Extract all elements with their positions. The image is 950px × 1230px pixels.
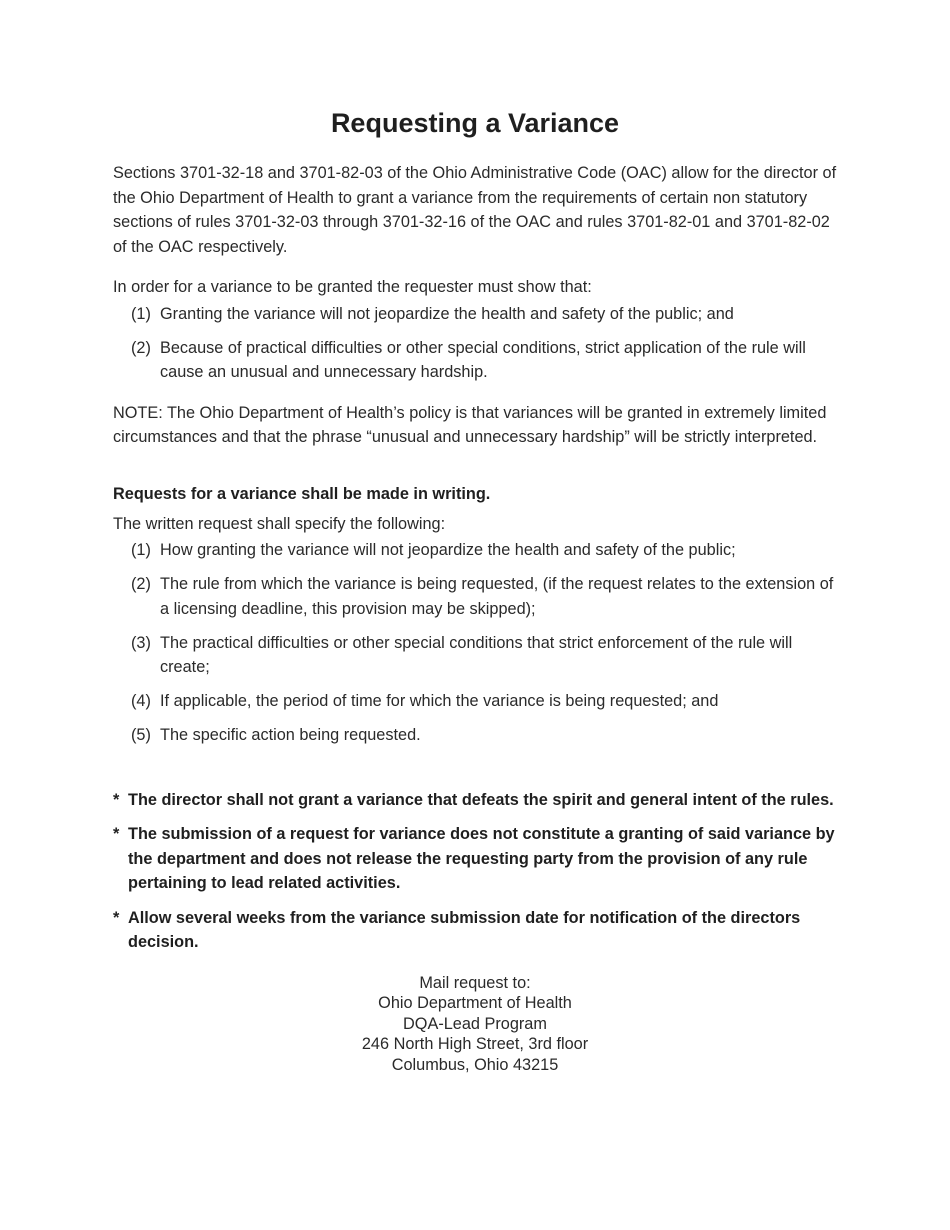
- list-item-text: Because of practical difficulties or other special conditions, strict application of the rule will cause an unusual and unnecessary hardship.: [160, 338, 806, 381]
- list-item-number: (2): [131, 338, 151, 357]
- list-item: [113, 723, 837, 748]
- mail-street: 246 North High Street, 3rd floor: [361, 1035, 589, 1053]
- list-item: [113, 336, 837, 385]
- list-item-number: (1): [131, 304, 151, 323]
- mail-program: DQA-Lead Program: [403, 1014, 547, 1033]
- list-item-text: If applicable, the period of time for which the variance is being requested; and: [160, 692, 719, 710]
- conditions-lead: In order for a variance to be granted the requester must show that:: [113, 278, 592, 296]
- note-paragraph: NOTE: The Ohio Department of Health’s policy is that variances will be granted in extremely limited circumstances and that the phrase “unusual and unnecessary hardship” will be strictly interpreted.: [113, 403, 827, 446]
- list-item-text: How granting the variance will not jeopardize the health and safety of the public;: [160, 541, 736, 559]
- mail-label: Mail request to:: [419, 973, 531, 992]
- requirements-list: [113, 538, 837, 748]
- list-item: [113, 302, 837, 327]
- note-text: Allow several weeks from the variance submission date for notification of the directors decision.: [128, 908, 801, 951]
- page-title: Requesting a Variance: [330, 108, 620, 138]
- writing-heading: Requests for a variance shall be made in writing.: [113, 484, 491, 503]
- list-item-text: The rule from which the variance is being requested, (if the request relates to the extension of a licensing deadline, this provision may be skipped);: [160, 575, 834, 618]
- list-item: [113, 572, 837, 621]
- list-item: [113, 538, 837, 563]
- note-text: The director shall not grant a variance that defeats the spirit and general intent of the rules.: [128, 790, 834, 809]
- list-item-text: The practical difficulties or other special conditions that strict enforcement of the rule will create;: [160, 633, 793, 676]
- note-text: The submission of a request for variance does not constitute a granting of said variance by the department and does not release the requesting party from the provision of any rule pertaining to lead related activities.: [128, 825, 835, 892]
- list-item-number: (4): [131, 692, 151, 710]
- intro-paragraph: Sections 3701-32-18 and 3701-82-03 of the Ohio Administrative Code (OAC) allow for the director of the Ohio Department of Health to grant a variance from the requirements of certain non statutory sections of rules 3701-32-03 through 3701-32-16 of the OAC and rules 3701-82-01 and 3701-82-02 of the OAC respectively.: [113, 164, 837, 256]
- writing-lead: The written request shall specify the following:: [113, 514, 446, 533]
- list-item-number: (1): [131, 541, 151, 559]
- asterisk-marker: *: [113, 908, 120, 927]
- list-item-number: (3): [131, 633, 151, 652]
- mailing-address: [113, 973, 837, 1076]
- list-item-text: The specific action being requested.: [160, 726, 421, 744]
- note-item: [113, 822, 837, 896]
- note-item: [113, 906, 837, 955]
- conditions-list: [113, 302, 837, 385]
- list-item-text: Granting the variance will not jeopardize the health and safety of the public; and: [160, 304, 734, 323]
- list-item: [113, 631, 837, 680]
- list-item: [113, 689, 837, 714]
- asterisk-marker: *: [113, 825, 120, 843]
- mail-org: Ohio Department of Health: [378, 994, 572, 1012]
- important-notes: [113, 788, 837, 955]
- list-item-number: (5): [131, 726, 151, 744]
- list-item-number: (2): [131, 575, 151, 593]
- asterisk-marker: *: [113, 790, 120, 809]
- note-item: [113, 788, 837, 813]
- mail-city: Columbus, Ohio 43215: [391, 1055, 559, 1074]
